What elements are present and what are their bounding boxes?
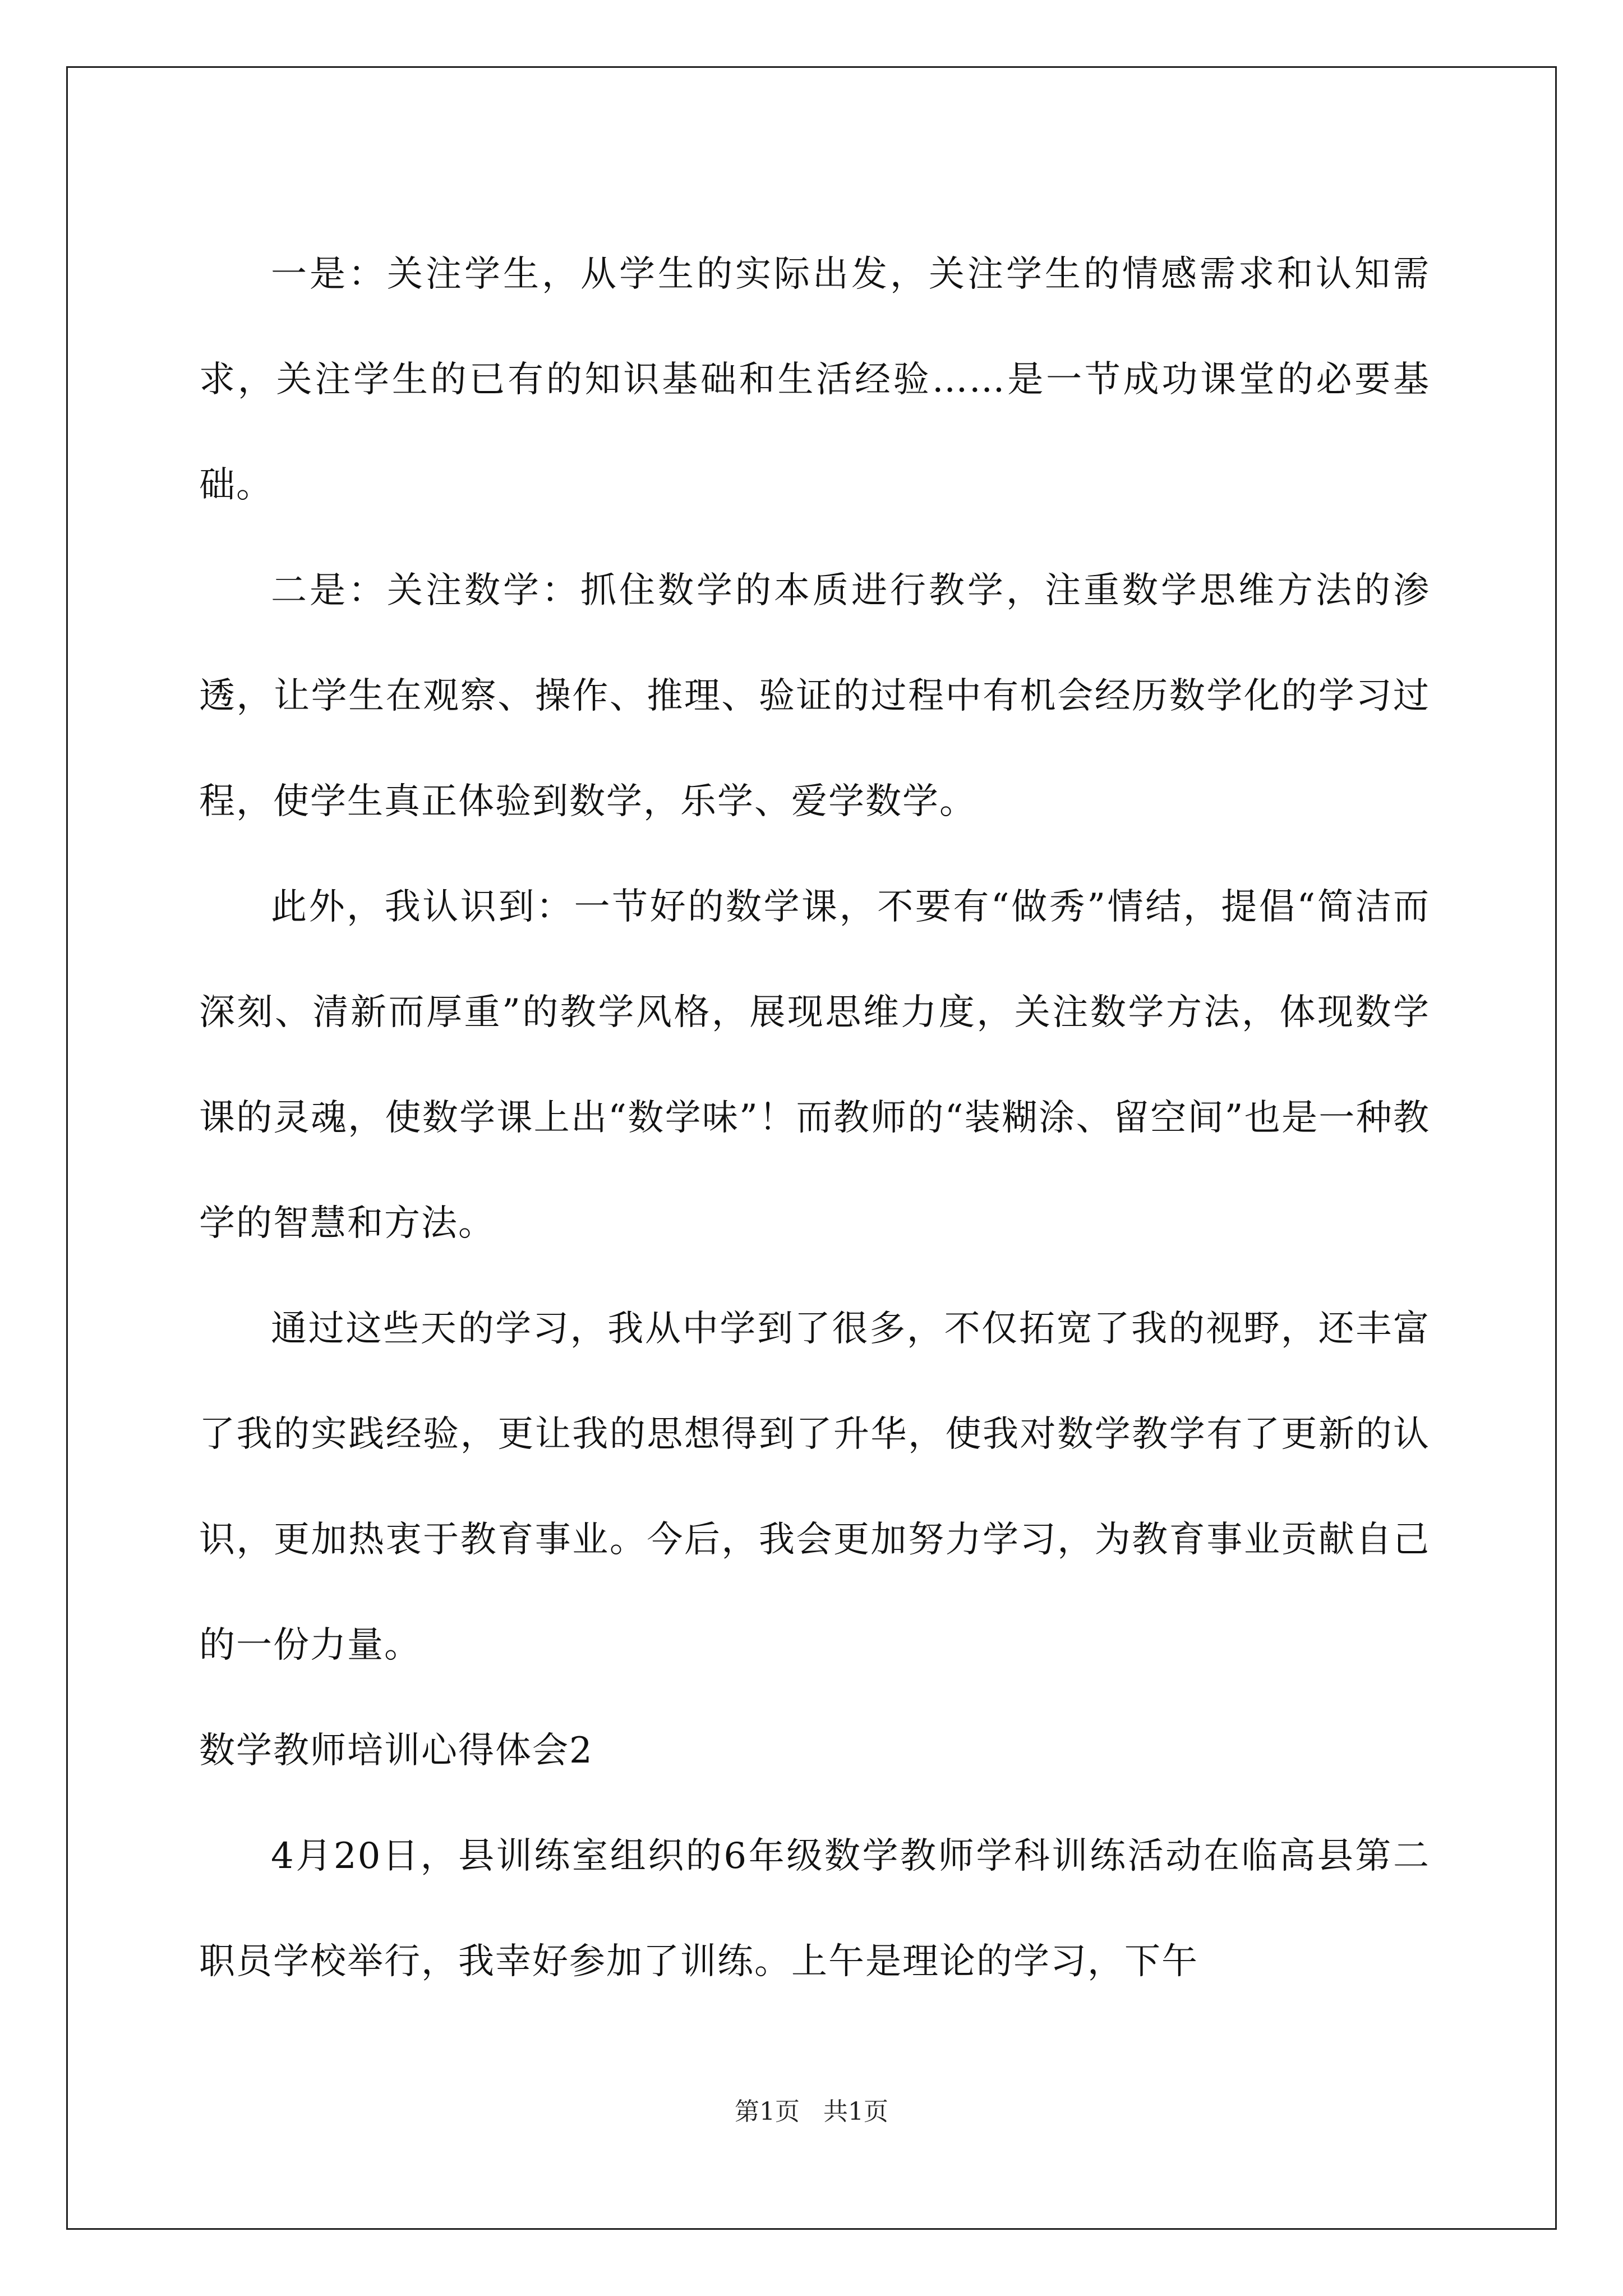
page-number: 第1页	[735, 2097, 800, 2126]
paragraph-focus-students: 一是：关注学生，从学生的实际出发，关注学生的情感需求和认知需求，关注学生的已有的知识基础和生活经验……是一节成功课堂的必要基础。	[199, 254, 1430, 506]
paragraph-good-math-class: 此外，我认识到：一节好的数学课，不要有“做秀”情结，提倡“简洁而深刻、清新而厚重”的教学风格，展现思维力度，关注数学方法，体现数学课的灵魂，使数学课上出“数学味”！而教师的“装糊涂、留空间”也是一种教学的智慧和方法。	[199, 886, 1430, 1244]
paragraph-training-event: 4月20日，县训练室组织的6年级数学教师学科训练活动在临高县第二职员学校举行，我幸好参加了训练。上午是理论的学习，下午	[199, 1835, 1430, 1982]
section-heading: 数学教师培训心得体会2	[199, 1730, 593, 1772]
page-total: 共1页	[823, 2097, 888, 2126]
document-body	[199, 222, 1430, 2014]
page-footer	[0, 2095, 1623, 2129]
paragraph-learning-summary: 通过这些天的学习，我从中学到了很多，不仅拓宽了我的视野，还丰富了我的实践经验，更让我的思想得到了升华，使我对数学教学有了更新的认识，更加热衷于教育事业。今后，我会更加努力学习，为教育事业贡献自己的一份力量。	[199, 1308, 1430, 1666]
paragraph-focus-math: 二是：关注数学：抓住数学的本质进行教学，注重数学思维方法的渗透，让学生在观察、操作、推理、验证的过程中有机会经历数学化的学习过程，使学生真正体验到数学，乐学、爱学数学。	[199, 570, 1430, 822]
